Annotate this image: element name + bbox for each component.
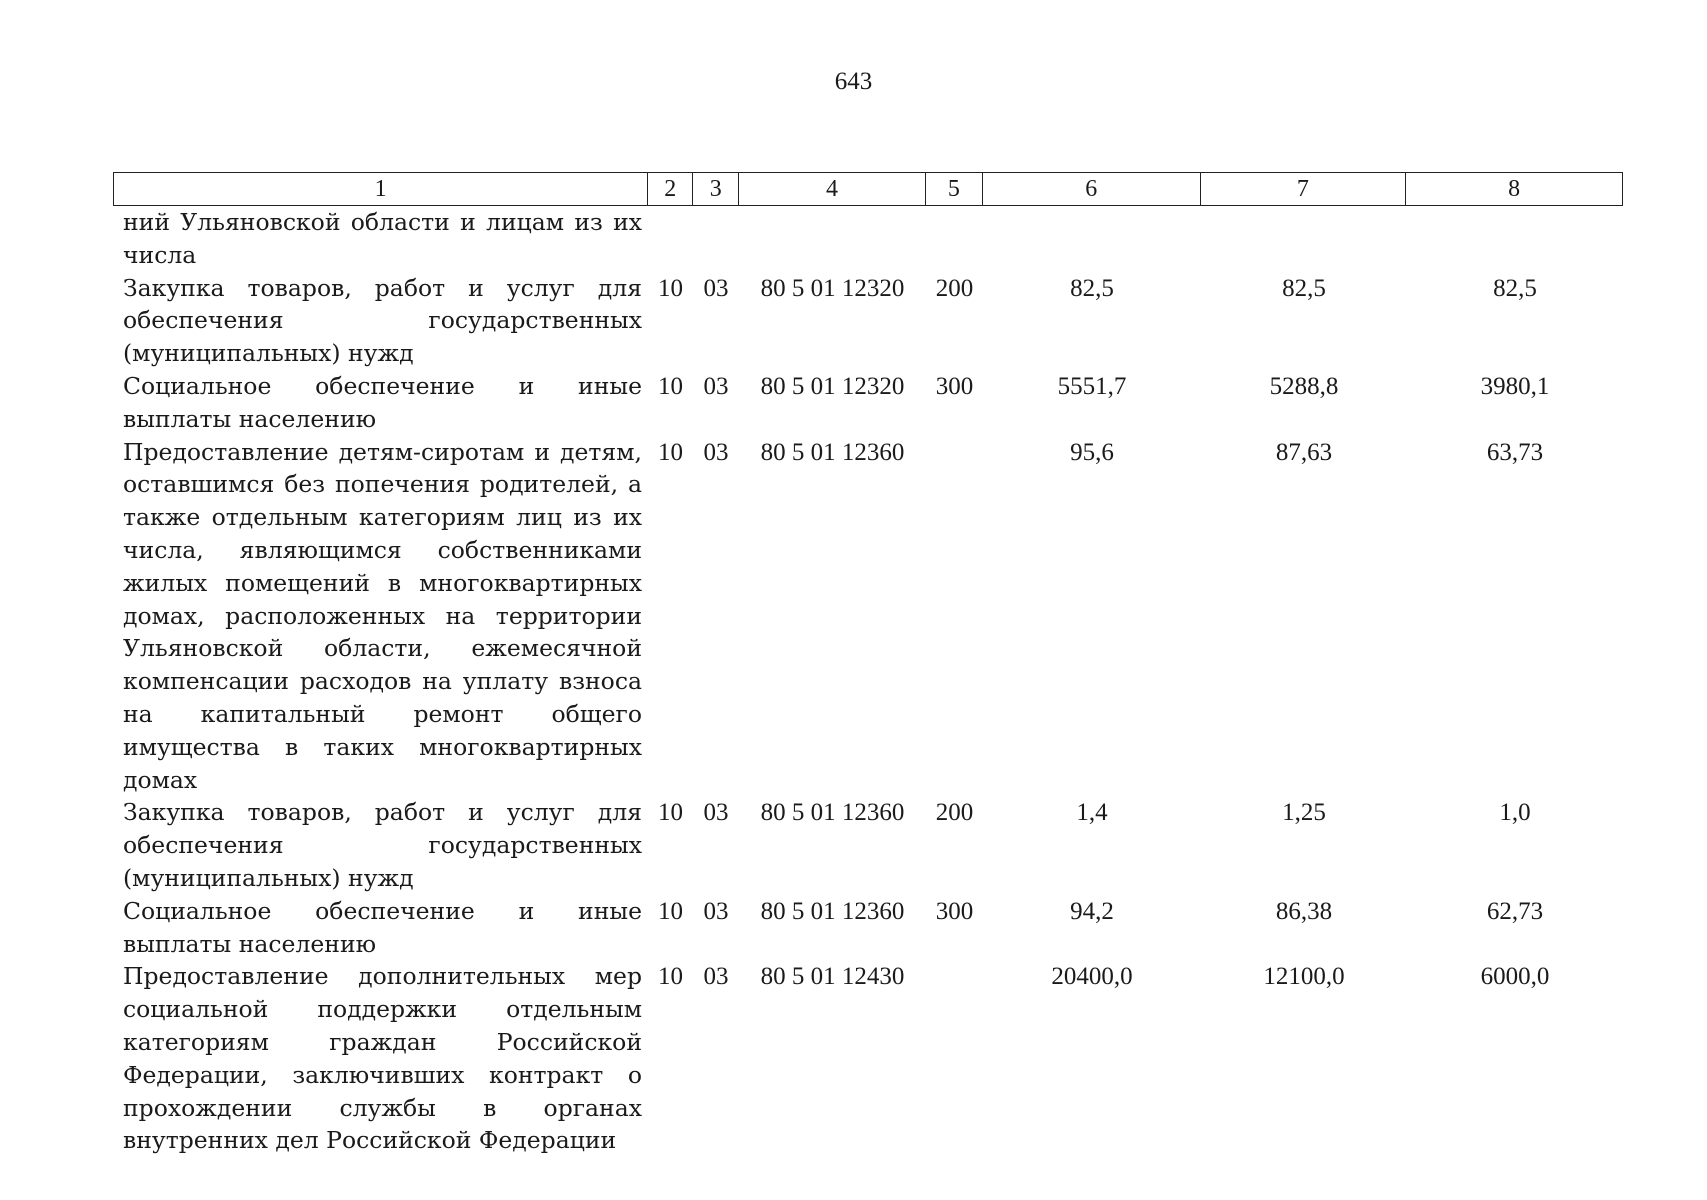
row-subsection: 03 bbox=[703, 438, 729, 466]
table-row bbox=[113, 370, 1623, 436]
table-row bbox=[113, 272, 1623, 370]
row-target-code: 80 5 01 12360 bbox=[760, 897, 905, 925]
row-target-code: 80 5 01 12430 bbox=[760, 963, 905, 991]
page-number: 643 bbox=[834, 68, 873, 95]
table-row bbox=[113, 796, 1623, 894]
row-target-code: 80 5 01 12360 bbox=[760, 799, 905, 827]
header-col-3: 3 bbox=[693, 173, 739, 205]
row-amount-3 bbox=[1407, 206, 1623, 207]
row-subsection: 03 bbox=[703, 274, 729, 302]
header-col-2: 2 bbox=[648, 173, 693, 205]
row-description: ний Ульяновской области и лицам из их числа bbox=[123, 208, 642, 269]
row-description: Закупка товаров, работ и услуг для обеспечения государственных (муниципальных) нужд bbox=[123, 273, 642, 368]
header-col-8: 8 bbox=[1508, 176, 1521, 202]
row-amount-3: 82,5 bbox=[1493, 274, 1537, 302]
row-amount-1: 95,6 bbox=[1070, 438, 1114, 466]
row-expense-type: 300 bbox=[935, 897, 974, 925]
row-expense-type: 200 bbox=[935, 274, 974, 302]
row-amount-1: 82,5 bbox=[1070, 274, 1114, 302]
row-amount-1: 20400,0 bbox=[1051, 963, 1133, 991]
row-section: 10 bbox=[658, 438, 683, 466]
row-section: 10 bbox=[658, 963, 683, 991]
table-row bbox=[113, 436, 1623, 797]
row-target-code: 80 5 01 12320 bbox=[760, 372, 905, 400]
header-col-5: 5 bbox=[926, 173, 983, 205]
row-description: Социальное обеспечение и иные выплаты населению bbox=[123, 896, 642, 958]
row-expense-type bbox=[926, 960, 983, 961]
header-col-7: 7 bbox=[1201, 173, 1407, 205]
table-row bbox=[113, 895, 1623, 961]
row-amount-3: 6000,0 bbox=[1480, 963, 1550, 991]
row-amount-2: 5288,8 bbox=[1269, 372, 1339, 400]
row-amount-2: 1,25 bbox=[1282, 799, 1326, 827]
table-header bbox=[113, 172, 1623, 206]
row-amount-3: 63,73 bbox=[1486, 438, 1544, 466]
row-target-code bbox=[739, 206, 926, 207]
row-subsection bbox=[693, 206, 739, 207]
row-expense-type: 200 bbox=[935, 799, 974, 827]
row-section bbox=[648, 206, 693, 207]
row-amount-2: 82,5 bbox=[1282, 274, 1326, 302]
row-subsection: 03 bbox=[703, 963, 729, 991]
row-expense-type bbox=[926, 206, 983, 207]
row-description: Социальное обеспечение и иные выплаты населению bbox=[123, 371, 642, 433]
row-amount-3: 1,0 bbox=[1499, 799, 1531, 827]
row-subsection: 03 bbox=[703, 372, 729, 400]
row-amount-1: 1,4 bbox=[1076, 799, 1108, 827]
header-col-4: 4 bbox=[739, 173, 926, 205]
row-description: Предоставление детям-сиротам и детям, оставшимся без попечения родителей, а также отдельным категориям лиц из их числа, являющимся собственниками жилых помещений в многоквартирных домах, расположенных на территории Ульяновской области, ежемесячной компенсации расходов на уплату взноса на капитальный ремонт общего имущества в таких многоквартирных домах bbox=[123, 437, 642, 794]
row-description: Закупка товаров, работ и услуг для обеспечения государственных (муниципальных) нужд bbox=[123, 798, 642, 892]
row-amount-1: 94,2 bbox=[1070, 897, 1114, 925]
row-expense-type: 300 bbox=[935, 372, 974, 400]
row-description: Предоставление дополнительных мер социальной поддержки отдельным категориям граждан Российской Федерации, заключивших контракт о прохождении службы в органах внутренних дел Российской Федерации bbox=[123, 962, 642, 1155]
header-col-1: 1 bbox=[114, 173, 648, 205]
row-section: 10 bbox=[658, 799, 683, 827]
row-amount-2: 86,38 bbox=[1275, 897, 1333, 925]
row-amount-2: 87,63 bbox=[1275, 438, 1333, 466]
row-amount-3: 62,73 bbox=[1486, 897, 1544, 925]
row-section: 10 bbox=[658, 372, 683, 400]
table-row bbox=[113, 206, 1623, 272]
row-amount-2: 12100,0 bbox=[1263, 963, 1345, 991]
row-amount-1: 5551,7 bbox=[1057, 372, 1127, 400]
row-amount-2 bbox=[1201, 206, 1407, 207]
row-amount-1 bbox=[983, 206, 1201, 207]
row-target-code: 80 5 01 12360 bbox=[760, 438, 905, 466]
table-body bbox=[113, 206, 1623, 1157]
row-section: 10 bbox=[658, 897, 683, 925]
row-subsection: 03 bbox=[703, 897, 729, 925]
row-section: 10 bbox=[658, 274, 683, 302]
row-expense-type bbox=[926, 436, 983, 437]
header-col-6: 6 bbox=[983, 173, 1201, 205]
row-subsection: 03 bbox=[703, 799, 729, 827]
row-target-code: 80 5 01 12320 bbox=[760, 274, 905, 302]
table-row bbox=[113, 960, 1623, 1157]
row-amount-3: 3980,1 bbox=[1480, 372, 1550, 400]
